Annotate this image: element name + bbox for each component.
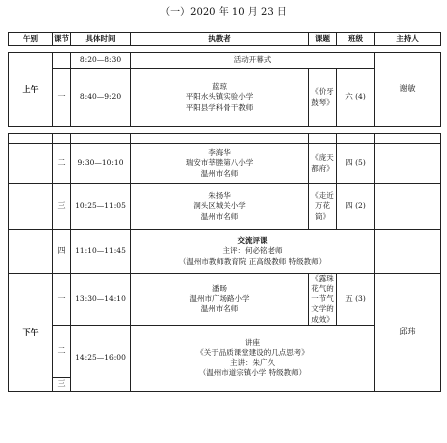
time-cell: 10:25—11:05 bbox=[71, 184, 131, 230]
table-row bbox=[9, 144, 441, 184]
class-cell: 五 (3) bbox=[337, 274, 375, 326]
header-lesson: 课节 bbox=[53, 33, 71, 46]
header-row bbox=[9, 33, 441, 46]
lesson-number: 二 bbox=[53, 144, 71, 184]
teacher-cell: 朱扬华 洞头区城关小学 温州市名师 bbox=[131, 184, 309, 230]
topic-cell: 《走近万花筒》 bbox=[309, 184, 337, 230]
opening-cell: 活动开幕式 bbox=[131, 53, 375, 69]
class-cell: 四 (5) bbox=[337, 144, 375, 184]
time-cell: 8:40—9:20 bbox=[71, 69, 131, 127]
schedule-table bbox=[8, 32, 441, 392]
page-title: （一）2020 年 10 月 23 日 bbox=[160, 7, 287, 18]
teacher-cell: 李海华 瑞安市莘塍第八小学 温州市名师 bbox=[131, 144, 309, 184]
header-topic: 课题 bbox=[309, 33, 337, 46]
time-cell: 8:20—8:30 bbox=[71, 53, 131, 69]
lesson-number: 三 bbox=[53, 184, 71, 230]
time-cell: 11:10—11:45 bbox=[71, 230, 131, 274]
header-period: 午别 bbox=[9, 33, 53, 46]
lesson-number: 四 bbox=[53, 230, 71, 274]
header-time: 具体时间 bbox=[71, 33, 131, 46]
lesson-number: 一 bbox=[53, 274, 71, 326]
lesson-number: 三 bbox=[53, 377, 71, 391]
time-cell: 13:30—14:10 bbox=[71, 274, 131, 326]
table-row bbox=[9, 184, 441, 230]
review-cell: 交流评课 主评：何必铭老师 （温州市教师教育院 正高级教师 特级教师） bbox=[131, 230, 375, 274]
time-cell: 9:30—10:10 bbox=[71, 144, 131, 184]
header-class: 班级 bbox=[337, 33, 375, 46]
topic-cell: 《露珠花气的一节气文学的成效》 bbox=[309, 274, 337, 326]
class-cell: 四 (2) bbox=[337, 184, 375, 230]
session-morning: 上午 bbox=[9, 53, 53, 127]
host-afternoon: 邱玮 bbox=[375, 274, 441, 392]
lecture-cell: 讲座 《关于品质课堂建设的几点思考》 主讲：朱广久 （温州市道宗镇小学 特级教师） bbox=[131, 325, 375, 391]
header-host: 主持人 bbox=[375, 33, 441, 46]
time-cell: 14:25—16:00 bbox=[71, 325, 131, 391]
table-row bbox=[9, 230, 441, 274]
teacher-cell: 潘旸 温州市广场路小学 温州市名师 bbox=[131, 274, 309, 326]
lesson-number: 一 bbox=[53, 69, 71, 127]
teacher-cell: 蓝琼 平阳水头镇实验小学 平阳县学科骨干教师 bbox=[131, 69, 309, 127]
lesson-number: 二 bbox=[53, 325, 71, 377]
topic-cell: 《庞天都府》 bbox=[309, 144, 337, 184]
host-morning: 谢敏 bbox=[375, 53, 441, 127]
topic-cell: 《价牙鼓琴》 bbox=[309, 69, 337, 127]
table-row bbox=[9, 53, 441, 69]
table-row bbox=[9, 274, 441, 326]
class-cell: 六 (4) bbox=[337, 69, 375, 127]
session-afternoon: 下午 bbox=[9, 274, 53, 392]
header-teacher: 执教者 bbox=[131, 33, 309, 46]
